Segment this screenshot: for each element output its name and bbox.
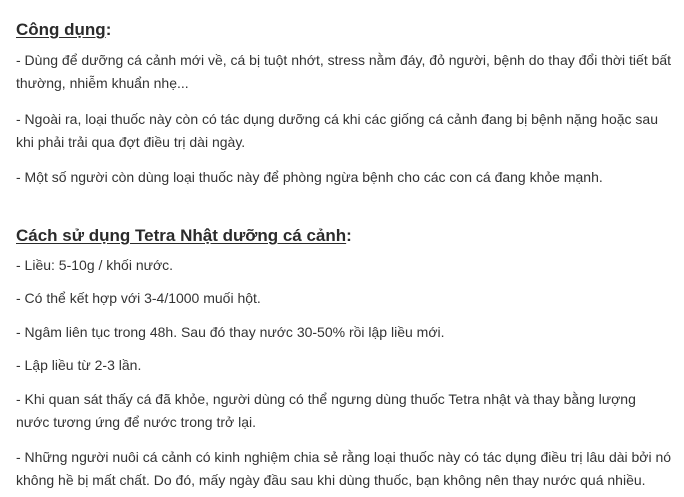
usage-item-3 — [16, 321, 445, 344]
uses-item-1-line-1: - Dùng để dưỡng cá cảnh mới về, cá bị tuột nhớt, stress nằm đáy, đỏ người, bệnh do thay đổi thời tiết bất — [16, 52, 672, 68]
usage-item-4-line-1: - Lập liều từ 2-3 lần. — [16, 357, 142, 373]
uses-item-3-line-1: - Một số người còn dùng loại thuốc này để phòng ngừa bệnh cho các con cá đang khỏe mạnh. — [16, 169, 603, 185]
uses-item-2 — [16, 108, 658, 154]
usage-item-1 — [16, 254, 173, 277]
uses-item-2-line-1: - Ngoài ra, loại thuốc này còn có tác dụng dưỡng cá khi các giống cá cảnh đang bị bệnh nặng hoặc sau — [16, 111, 658, 127]
usage-item-5-line-1: - Khi quan sát thấy cá đã khỏe, người dùng có thể ngưng dùng thuốc Tetra nhật và thay bằng lượng — [16, 391, 636, 407]
usage-item-1-line-1: - Liều: 5-10g / khối nước. — [16, 257, 174, 273]
usage-item-2-line-1: - Có thể kết hợp với 3-4/1000 muối hột. — [16, 290, 261, 306]
uses-item-3 — [16, 166, 603, 189]
usage-item-5 — [16, 388, 636, 434]
section-heading-usage-text: Cách sử dụng Tetra Nhật dưỡng cá cảnh — [16, 226, 347, 245]
section-heading-uses — [16, 19, 111, 41]
usage-item-5-line-2: nước tương ứng để nước trong trở lại. — [16, 414, 256, 430]
usage-item-6-line-2: không hề bị mất chất. Do đó, mấy ngày đầu sau khi dùng thuốc, bạn không nên thay nước quá nhiều. — [16, 472, 646, 488]
usage-item-6-line-1: - Những người nuôi cá cảnh có kinh nghiệm chia sẻ rằng loại thuốc này có tác dụng điều trị lâu dài bởi nó — [16, 449, 672, 465]
uses-item-1 — [16, 49, 671, 95]
uses-item-2-line-2: khi phải trải qua đợt điều trị dài ngày. — [16, 134, 246, 150]
section-heading-usage-colon: : — [346, 226, 352, 245]
uses-item-1-line-2: thường, nhiễm khuẩn nhẹ... — [16, 75, 189, 91]
usage-item-3-line-1: - Ngâm liên tục trong 48h. Sau đó thay nước 30-50% rồi lập liều mới. — [16, 324, 445, 340]
usage-item-6 — [16, 446, 671, 492]
section-heading-usage — [16, 225, 352, 247]
usage-item-2 — [16, 287, 261, 310]
section-heading-uses-text: Công dụng — [16, 20, 106, 39]
section-heading-uses-colon: : — [105, 20, 112, 39]
usage-item-4 — [16, 354, 141, 377]
